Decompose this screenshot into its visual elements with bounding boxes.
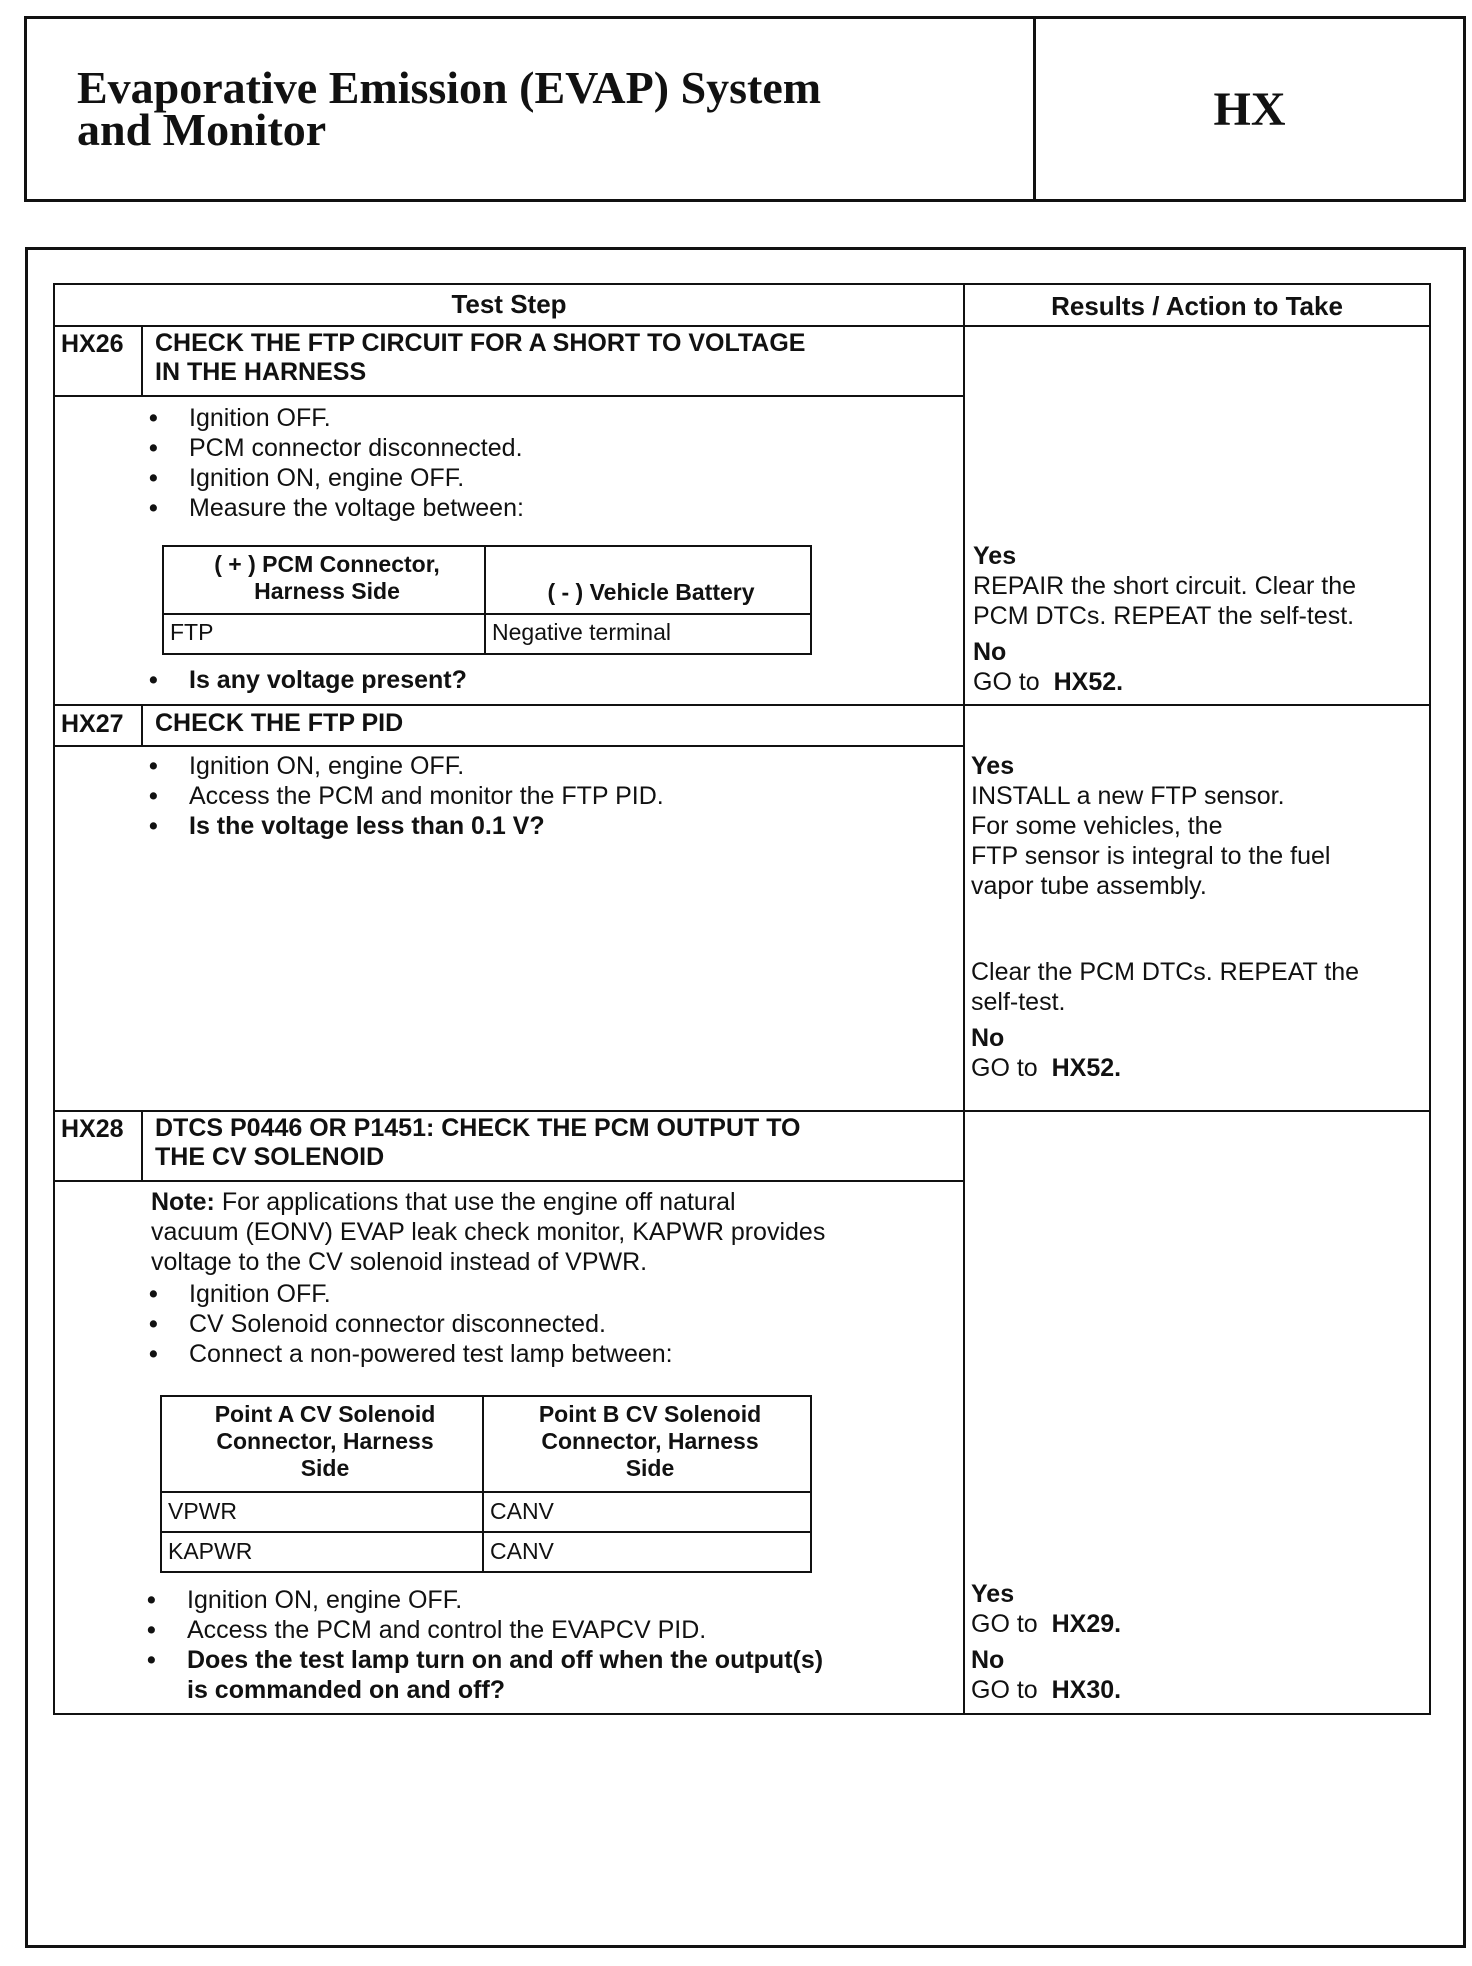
column-divider [963, 285, 965, 1713]
list-item [145, 1645, 957, 1705]
lamp-table-row-line [162, 1491, 810, 1493]
hx27-bullet-list [147, 751, 947, 841]
measure-table-cell: Negative terminal [492, 619, 671, 645]
yes-action-line-2: For some vehicles, the [971, 812, 1223, 840]
hx26-title-line [55, 395, 963, 397]
list-item: • Is any voltage present? [147, 665, 947, 695]
no-label: No [973, 638, 1007, 666]
hx26-bullet-list [147, 403, 947, 523]
no-action-text: GO to [971, 1676, 1038, 1704]
question-line-1: • Does the test lamp turn on and off when the output(s) [187, 1646, 824, 1674]
lamp-table-head-2-line-2: Connector, Harness [541, 1428, 759, 1454]
list-item: • Ignition ON, engine OFF. [145, 1585, 957, 1615]
list-item: • Is the voltage less than 0.1 V? [147, 811, 947, 841]
step-title-hx26-line-2: IN THE HARNESS [155, 358, 367, 386]
no-label: No [971, 1024, 1005, 1052]
step-reference-link[interactable]: HX52. [1053, 668, 1124, 696]
hx27-results [971, 745, 1426, 1083]
no-action-text: GO to [973, 668, 1040, 696]
no-action [971, 1675, 1426, 1705]
no-action-text: GO to [971, 1054, 1038, 1082]
list-item: • Connect a non-powered test lamp between: [147, 1339, 947, 1369]
test-step-table [53, 283, 1431, 1715]
list-item: • Ignition ON, engine OFF. [147, 463, 947, 493]
note-line-1 [151, 1187, 956, 1217]
column-header-test-step: Test Step [451, 289, 567, 319]
lamp-table-head-1-line-1: Point A CV Solenoid [214, 1401, 436, 1427]
no-label: No [971, 1646, 1005, 1674]
step-title-hx27: CHECK THE FTP PID [155, 709, 404, 737]
code-divider-hx27 [141, 704, 143, 745]
step-title-hx26-line-1: CHECK THE FTP CIRCUIT FOR A SHORT TO VOLTAGE [155, 329, 806, 357]
note-line-2: vacuum (EONV) EVAP leak check monitor, KAPWR provides [151, 1218, 826, 1246]
step-reference-link[interactable]: HX30. [1051, 1676, 1122, 1704]
page-title [77, 62, 1027, 155]
note-line-3: voltage to the CV solenoid instead of VPWR. [151, 1248, 648, 1276]
yes-action-line-3: FTP sensor is integral to the fuel [971, 842, 1331, 870]
step-reference-link[interactable]: HX52. [1051, 1054, 1122, 1082]
measure-table-cell: FTP [170, 619, 214, 645]
section-code: HX [1213, 82, 1286, 136]
measure-voltage-table [162, 545, 812, 655]
yes-label: Yes [971, 752, 1015, 780]
hx28-note [151, 1187, 956, 1277]
step-reference-link[interactable]: HX29. [1051, 1610, 1122, 1638]
note-text-1: For applications that use the engine off natural [221, 1188, 736, 1216]
measure-table-row-line [164, 613, 810, 615]
list-item: • Measure the voltage between: [147, 493, 947, 523]
list-item: • Access the PCM and monitor the FTP PID. [147, 781, 947, 811]
page-header [24, 16, 1466, 202]
lamp-table-head-1-line-2: Connector, Harness [216, 1428, 434, 1454]
lamp-table-head-1-line-3: Side [300, 1455, 350, 1481]
step-title-hx28-line-1: DTCS P0446 OR P1451: CHECK THE PCM OUTPUT TO [155, 1114, 801, 1142]
list-item: • Ignition OFF. [147, 1279, 947, 1309]
list-item: • CV Solenoid connector disconnected. [147, 1309, 947, 1339]
yes-action-line-1: INSTALL a new FTP sensor. [971, 782, 1285, 810]
lamp-table-head-2-line-3: Side [625, 1455, 675, 1481]
page-title-line-2: and Monitor [77, 104, 327, 155]
note-label: Note: [151, 1188, 215, 1216]
code-divider-hx28 [141, 1110, 143, 1180]
list-item: • Ignition ON, engine OFF. [147, 751, 947, 781]
yes-action-line-5: Clear the PCM DTCs. REPEAT the [971, 958, 1360, 986]
yes-action-text: GO to [971, 1610, 1038, 1638]
measure-table-head-2: ( - ) Vehicle Battery [547, 579, 755, 605]
test-lamp-table [160, 1395, 812, 1573]
lamp-table-row-line [162, 1531, 810, 1533]
lamp-table-cell: VPWR [168, 1498, 237, 1524]
question-line-2: is commanded on and off? [187, 1676, 506, 1704]
lamp-table-head-2 [484, 1401, 810, 1482]
hx27-end-line [55, 1110, 1429, 1112]
column-header-results: Results / Action to Take [1051, 291, 1343, 321]
yes-action-line-4: vapor tube assembly. [971, 872, 1207, 900]
lamp-table-cell: CANV [490, 1538, 554, 1564]
page-title-line-1: Evaporative Emission (EVAP) System [77, 62, 822, 113]
step-code-hx28: HX28 [61, 1115, 124, 1143]
step-code-hx26: HX26 [61, 330, 124, 358]
code-divider-hx26 [141, 325, 143, 395]
measure-table-head-1 [164, 551, 484, 605]
yes-label: Yes [971, 1580, 1015, 1608]
lamp-table-cell: CANV [490, 1498, 554, 1524]
lamp-table-head-1 [162, 1401, 482, 1482]
list-item: • PCM connector disconnected. [147, 433, 947, 463]
hx28-results [971, 1573, 1426, 1705]
yes-label: Yes [973, 542, 1017, 570]
hx28-bullet-list [147, 1279, 947, 1369]
lamp-table-cell: KAPWR [168, 1538, 253, 1564]
no-action [973, 667, 1423, 697]
hx26-question [147, 665, 947, 695]
hx26-end-line [55, 704, 1429, 706]
no-action [971, 1053, 1426, 1083]
yes-action-line-1: REPAIR the short circuit. Clear the [973, 572, 1357, 600]
header-row-line [55, 325, 1429, 327]
step-title-hx28-line-2: THE CV SOLENOID [155, 1143, 385, 1171]
list-item: • Access the PCM and control the EVAPCV PID. [145, 1615, 957, 1645]
hx28-title-line [55, 1180, 963, 1182]
hx26-results [973, 535, 1423, 697]
step-code-hx27: HX27 [61, 710, 124, 738]
yes-action-line-6: self-test. [971, 988, 1066, 1016]
step-title-hx26 [155, 329, 955, 387]
hx28-bullet-list-2 [145, 1585, 957, 1705]
step-title-hx28 [155, 1114, 955, 1172]
hx27-title-line [55, 745, 963, 747]
measure-table-head-1-line-1: ( + ) PCM Connector, [214, 551, 440, 577]
lamp-table-head-2-line-1: Point B CV Solenoid [538, 1401, 762, 1427]
yes-action-line-2: PCM DTCs. REPEAT the self-test. [973, 602, 1355, 630]
list-item: • Ignition OFF. [147, 403, 947, 433]
yes-action [971, 1609, 1426, 1639]
measure-table-head-1-line-2: Harness Side [254, 578, 400, 604]
